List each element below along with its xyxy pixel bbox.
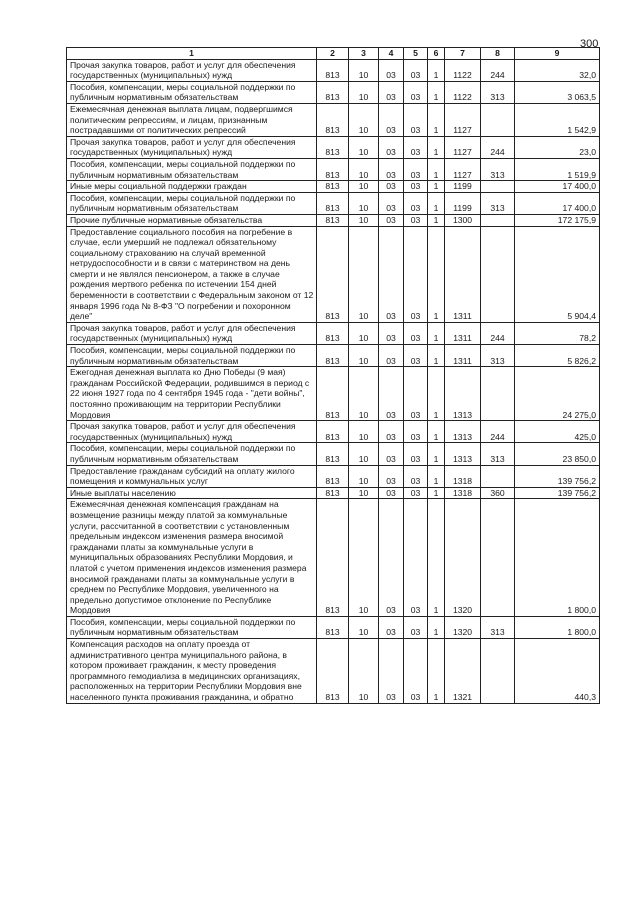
program-cell: 03 — [404, 158, 428, 180]
description-cell: Прочая закупка товаров, работ и услуг для обеспечения государственных (муниципальных) нужд — [67, 322, 317, 344]
table-row — [67, 465, 600, 487]
description-cell: Иные выплаты населению — [67, 487, 317, 499]
description-cell: Пособия, компенсации, меры социальной поддержки по публичным нормативным обязательствам — [67, 345, 317, 367]
amount-cell: 440,3 — [515, 639, 600, 704]
target-code-cell: 1311 — [445, 322, 481, 344]
expense-type-cell: 313 — [481, 81, 515, 103]
admin-code-cell: 813 — [317, 214, 349, 226]
amount-cell: 1 800,0 — [515, 499, 600, 617]
target-code-cell: 1313 — [445, 421, 481, 443]
subprogram-cell: 1 — [428, 136, 445, 158]
subsection-cell: 03 — [379, 421, 404, 443]
target-code-cell: 1122 — [445, 81, 481, 103]
description-cell: Прочая закупка товаров, работ и услуг для обеспечения государственных (муниципальных) нужд — [67, 421, 317, 443]
subprogram-cell: 1 — [428, 443, 445, 465]
subsection-cell: 03 — [379, 345, 404, 367]
target-code-cell: 1122 — [445, 59, 481, 81]
target-code-cell: 1199 — [445, 181, 481, 193]
expense-type-cell: 313 — [481, 158, 515, 180]
section-cell: 10 — [349, 214, 379, 226]
amount-cell: 139 756,2 — [515, 465, 600, 487]
section-cell: 10 — [349, 226, 379, 322]
subsection-cell: 03 — [379, 181, 404, 193]
program-cell: 03 — [404, 226, 428, 322]
expense-type-cell — [481, 181, 515, 193]
admin-code-cell: 813 — [317, 322, 349, 344]
admin-code-cell: 813 — [317, 158, 349, 180]
table-row — [67, 59, 600, 81]
subprogram-cell: 1 — [428, 214, 445, 226]
program-cell: 03 — [404, 345, 428, 367]
subprogram-cell: 1 — [428, 192, 445, 214]
target-code-cell: 1127 — [445, 136, 481, 158]
table-body — [67, 59, 600, 703]
admin-code-cell: 813 — [317, 226, 349, 322]
admin-code-cell: 813 — [317, 421, 349, 443]
subprogram-cell: 1 — [428, 345, 445, 367]
section-cell: 10 — [349, 487, 379, 499]
subprogram-cell: 1 — [428, 59, 445, 81]
table-row — [67, 443, 600, 465]
section-cell: 10 — [349, 136, 379, 158]
target-code-cell: 1318 — [445, 487, 481, 499]
subsection-cell: 03 — [379, 487, 404, 499]
amount-cell: 1 519,9 — [515, 158, 600, 180]
expense-type-cell: 313 — [481, 192, 515, 214]
program-cell: 03 — [404, 192, 428, 214]
expense-type-cell — [481, 226, 515, 322]
description-cell: Иные меры социальной поддержки граждан — [67, 181, 317, 193]
subsection-cell: 03 — [379, 192, 404, 214]
description-cell: Прочие публичные нормативные обязательства — [67, 214, 317, 226]
target-code-cell: 1127 — [445, 158, 481, 180]
table-row — [67, 367, 600, 421]
program-cell: 03 — [404, 499, 428, 617]
target-code-cell: 1320 — [445, 616, 481, 638]
target-code-cell: 1311 — [445, 345, 481, 367]
admin-code-cell: 813 — [317, 103, 349, 136]
subprogram-cell: 1 — [428, 421, 445, 443]
section-cell: 10 — [349, 616, 379, 638]
description-cell: Пособия, компенсации, меры социальной поддержки по публичным нормативным обязательствам — [67, 81, 317, 103]
expense-type-cell — [481, 639, 515, 704]
table-row — [67, 214, 600, 226]
program-cell: 03 — [404, 322, 428, 344]
admin-code-cell: 813 — [317, 367, 349, 421]
subprogram-cell: 1 — [428, 322, 445, 344]
description-cell: Ежемесячная денежная выплата лицам, подвергшимся политическим репрессиям, и лицам, признанным пострадавшими от политических репрессий — [67, 103, 317, 136]
description-cell: Компенсация расходов на оплату проезда от административного центра муниципального района, в котором проживает гражданин, к месту проведения программного гемодиализа в медицинских организациях, расположенных на территории Республики Мордовия вне населенного пункта проживания гражданина, и обратно — [67, 639, 317, 704]
subsection-cell: 03 — [379, 499, 404, 617]
section-cell: 10 — [349, 59, 379, 81]
target-code-cell: 1313 — [445, 367, 481, 421]
table-row — [67, 103, 600, 136]
amount-cell: 5 904,4 — [515, 226, 600, 322]
amount-cell: 17 400,0 — [515, 192, 600, 214]
admin-code-cell: 813 — [317, 136, 349, 158]
program-cell: 03 — [404, 465, 428, 487]
expense-type-cell: 313 — [481, 443, 515, 465]
description-cell: Пособия, компенсации, меры социальной поддержки по публичным нормативным обязательствам — [67, 616, 317, 638]
section-cell: 10 — [349, 421, 379, 443]
section-cell: 10 — [349, 499, 379, 617]
target-code-cell: 1320 — [445, 499, 481, 617]
amount-cell: 17 400,0 — [515, 181, 600, 193]
table-row — [67, 487, 600, 499]
amount-cell: 23 850,0 — [515, 443, 600, 465]
expense-type-cell — [481, 367, 515, 421]
expense-type-cell: 244 — [481, 322, 515, 344]
admin-code-cell: 813 — [317, 443, 349, 465]
target-code-cell: 1313 — [445, 443, 481, 465]
subsection-cell: 03 — [379, 214, 404, 226]
subprogram-cell: 1 — [428, 465, 445, 487]
target-code-cell: 1311 — [445, 226, 481, 322]
admin-code-cell: 813 — [317, 639, 349, 704]
section-cell: 10 — [349, 322, 379, 344]
target-code-cell: 1318 — [445, 465, 481, 487]
table-row — [67, 499, 600, 617]
program-cell: 03 — [404, 421, 428, 443]
table-row — [67, 421, 600, 443]
section-cell: 10 — [349, 443, 379, 465]
subprogram-cell: 1 — [428, 103, 445, 136]
amount-cell: 32,0 — [515, 59, 600, 81]
amount-cell: 78,2 — [515, 322, 600, 344]
subprogram-cell: 1 — [428, 158, 445, 180]
subsection-cell: 03 — [379, 59, 404, 81]
table-row — [67, 81, 600, 103]
target-code-cell: 1199 — [445, 192, 481, 214]
admin-code-cell: 813 — [317, 487, 349, 499]
program-cell: 03 — [404, 367, 428, 421]
table-row — [67, 226, 600, 322]
subprogram-cell: 1 — [428, 487, 445, 499]
expense-type-cell: 313 — [481, 345, 515, 367]
admin-code-cell: 813 — [317, 499, 349, 617]
description-cell: Пособия, компенсации, меры социальной поддержки по публичным нормативным обязательствам — [67, 192, 317, 214]
section-cell: 10 — [349, 639, 379, 704]
subsection-cell: 03 — [379, 136, 404, 158]
description-cell: Пособия, компенсации, меры социальной поддержки по публичным нормативным обязательствам — [67, 158, 317, 180]
subsection-cell: 03 — [379, 443, 404, 465]
section-cell: 10 — [349, 367, 379, 421]
subsection-cell: 03 — [379, 158, 404, 180]
section-cell: 10 — [349, 181, 379, 193]
expense-type-cell — [481, 499, 515, 617]
target-code-cell: 1300 — [445, 214, 481, 226]
expense-type-cell: 244 — [481, 421, 515, 443]
expense-type-cell — [481, 465, 515, 487]
program-cell: 03 — [404, 487, 428, 499]
budget-table — [66, 47, 600, 704]
amount-cell: 1 542,9 — [515, 103, 600, 136]
section-cell: 10 — [349, 345, 379, 367]
amount-cell: 5 826,2 — [515, 345, 600, 367]
amount-cell: 1 800,0 — [515, 616, 600, 638]
description-cell: Предоставление социального пособия на погребение в случае, если умерший не подлежал обязательному социальному страхованию на случай временной нетрудоспособности и в связи с материнством на день смерти и не являлся пенсионером, а также в случае рождения мертвого ребенка по истечении 154 дней беременности в соответствии с Федеральным законом от 12 января 1996 года № 8-ФЗ "О погребении и похоронном деле" — [67, 226, 317, 322]
admin-code-cell: 813 — [317, 465, 349, 487]
subsection-cell: 03 — [379, 616, 404, 638]
section-cell: 10 — [349, 81, 379, 103]
program-cell: 03 — [404, 59, 428, 81]
admin-code-cell: 813 — [317, 181, 349, 193]
section-cell: 10 — [349, 103, 379, 136]
subsection-cell: 03 — [379, 322, 404, 344]
header-cell: 5 — [404, 48, 428, 60]
amount-cell: 3 063,5 — [515, 81, 600, 103]
admin-code-cell: 813 — [317, 59, 349, 81]
header-cell: 8 — [481, 48, 515, 60]
program-cell: 03 — [404, 639, 428, 704]
expense-type-cell: 244 — [481, 59, 515, 81]
expense-type-cell — [481, 103, 515, 136]
subprogram-cell: 1 — [428, 616, 445, 638]
header-cell: 1 — [67, 48, 317, 60]
description-cell: Ежемесячная денежная компенсация гражданам на возмещение разницы между платой за коммунальные услуги, рассчитанной в соответствии с установленным предельным индексом изменения размера вносимой гражданами платы за коммунальные услуги в муниципальных образованиях Республики Мордовия, и платой с учетом применения индексов изменения размера вносимой гражданами платы за коммунальные услуги в среднем по Республике Мордовия, увеличенного на предельно допустимое отклонение по Республике Мордовия — [67, 499, 317, 617]
amount-cell: 172 175,9 — [515, 214, 600, 226]
table-row — [67, 616, 600, 638]
table-row — [67, 322, 600, 344]
program-cell: 03 — [404, 181, 428, 193]
subprogram-cell: 1 — [428, 181, 445, 193]
subsection-cell: 03 — [379, 465, 404, 487]
header-cell: 4 — [379, 48, 404, 60]
subsection-cell: 03 — [379, 226, 404, 322]
expense-type-cell — [481, 214, 515, 226]
program-cell: 03 — [404, 616, 428, 638]
expense-type-cell: 244 — [481, 136, 515, 158]
expense-type-cell: 360 — [481, 487, 515, 499]
admin-code-cell: 813 — [317, 345, 349, 367]
program-cell: 03 — [404, 81, 428, 103]
subsection-cell: 03 — [379, 639, 404, 704]
target-code-cell: 1321 — [445, 639, 481, 704]
page-number: 300 — [580, 38, 599, 50]
target-code-cell: 1127 — [445, 103, 481, 136]
amount-cell: 23,0 — [515, 136, 600, 158]
subsection-cell: 03 — [379, 81, 404, 103]
section-cell: 10 — [349, 158, 379, 180]
section-cell: 10 — [349, 192, 379, 214]
expense-type-cell: 313 — [481, 616, 515, 638]
program-cell: 03 — [404, 136, 428, 158]
description-cell: Пособия, компенсации, меры социальной поддержки по публичным нормативным обязательствам — [67, 443, 317, 465]
subsection-cell: 03 — [379, 103, 404, 136]
admin-code-cell: 813 — [317, 81, 349, 103]
program-cell: 03 — [404, 103, 428, 136]
subprogram-cell: 1 — [428, 639, 445, 704]
program-cell: 03 — [404, 214, 428, 226]
amount-cell: 425,0 — [515, 421, 600, 443]
header-cell: 3 — [349, 48, 379, 60]
table-row — [67, 158, 600, 180]
amount-cell: 24 275,0 — [515, 367, 600, 421]
table-row — [67, 181, 600, 193]
subprogram-cell: 1 — [428, 81, 445, 103]
table-row — [67, 639, 600, 704]
table-row — [67, 192, 600, 214]
subprogram-cell: 1 — [428, 499, 445, 617]
header-cell: 2 — [317, 48, 349, 60]
subprogram-cell: 1 — [428, 367, 445, 421]
header-cell: 7 — [445, 48, 481, 60]
admin-code-cell: 813 — [317, 616, 349, 638]
subprogram-cell: 1 — [428, 226, 445, 322]
table-header-row — [67, 48, 600, 60]
description-cell: Прочая закупка товаров, работ и услуг для обеспечения государственных (муниципальных) нужд — [67, 136, 317, 158]
description-cell: Прочая закупка товаров, работ и услуг для обеспечения государственных (муниципальных) нужд — [67, 59, 317, 81]
amount-cell: 139 756,2 — [515, 487, 600, 499]
subsection-cell: 03 — [379, 367, 404, 421]
admin-code-cell: 813 — [317, 192, 349, 214]
table-row — [67, 136, 600, 158]
program-cell: 03 — [404, 443, 428, 465]
section-cell: 10 — [349, 465, 379, 487]
description-cell: Ежегодная денежная выплата ко Дню Победы (9 мая) гражданам Российской Федерации, родившимся в период с 22 июня 1927 года по 4 сентября 1945 года - "дети войны", постоянно проживающим на территории Республики Мордовия — [67, 367, 317, 421]
table-row — [67, 345, 600, 367]
header-cell: 9 — [515, 48, 600, 60]
header-cell: 6 — [428, 48, 445, 60]
description-cell: Предоставление гражданам субсидий на оплату жилого помещения и коммунальных услуг — [67, 465, 317, 487]
